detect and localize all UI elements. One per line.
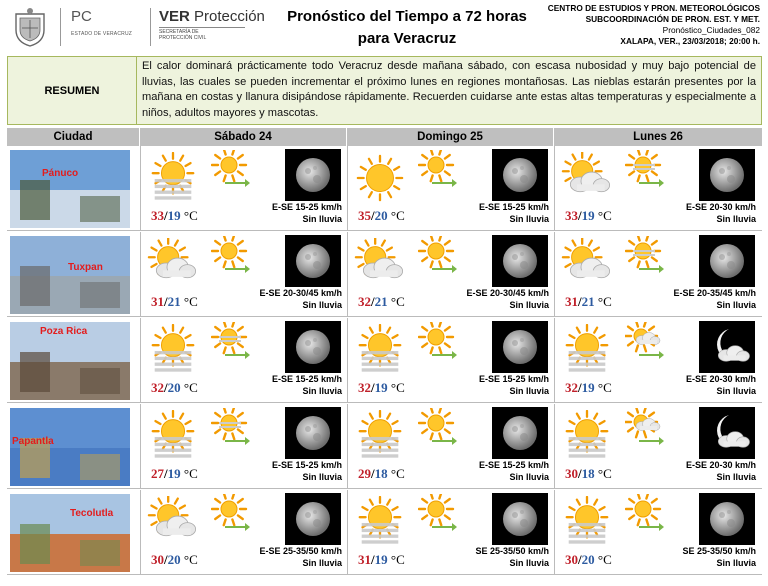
moon-cloud-icon [699,407,755,459]
max-temp: 35 [358,208,371,223]
hazy-sun-arrow-icon [625,236,665,276]
moon-icon [492,493,548,545]
header-day-3: Lunes 26 [554,128,762,146]
min-temp: 19 [581,380,595,395]
wind-info [686,201,756,225]
temperature: 31/21 °C [151,294,198,309]
temperature: 33/19 °C [151,208,198,223]
wind-text: E-SE 15-25 km/h [478,202,549,212]
wind-text: E-SE 15-25 km/h [271,374,342,384]
wind-info [272,201,342,225]
moon-icon [492,235,548,287]
wind-info [272,459,342,483]
max-temp: 30 [151,552,164,567]
title-line2: para Veracruz [357,30,457,47]
sun-arrow-icon [418,322,458,362]
org-info [530,3,760,47]
hazy-sun-icon [354,324,406,376]
max-temp: 31 [358,552,371,567]
rain-text: Sin lluvia [716,558,756,568]
pc-label: PC [71,8,92,25]
temp-unit: °C [390,208,405,223]
wind-text: SE 25-35/50 km/h [475,546,549,556]
max-temp: 31 [565,294,578,309]
hazy-sun-arrow-icon [625,150,665,190]
org-line2: SUBCOORDINACIÓN DE PRON. EST. Y MET. [585,14,760,24]
day-cell [347,318,553,403]
hazy-sun-icon [147,152,199,204]
pc-sub: ESTADO DE VERACRUZ [71,31,133,37]
title-line1: Pronóstico del Tiempo a 72 horas [287,8,527,25]
proteccion-label: Protección [189,8,265,25]
moon-icon [285,149,341,201]
hazy-sun-icon [147,324,199,376]
min-temp: 21 [167,294,181,309]
min-temp: 20 [374,208,388,223]
hazy-sun-arrow-icon [211,322,251,362]
wind-info [686,459,756,483]
city-name: Pánuco [42,168,79,179]
city-photo-image [10,408,130,486]
temp-unit: °C [183,380,198,395]
rain-text: Sin lluvia [509,386,549,396]
day-cell [347,146,553,231]
moon-icon [492,321,548,373]
min-temp: 19 [374,380,388,395]
min-temp: 20 [167,380,181,395]
doc-id: Pronóstico_Ciudades_082 [662,25,760,35]
header-day-2: Domingo 25 [347,128,554,146]
moon-icon [285,493,341,545]
moon-icon [699,235,755,287]
sun-arrow-icon [418,150,458,190]
moon-icon [285,407,341,459]
temp-unit: °C [390,294,405,309]
wind-text: E-SE 20-30/45 km/h [259,288,342,298]
rain-text: Sin lluvia [509,300,549,310]
rain-text: Sin lluvia [716,472,756,482]
header-day-1: Sábado 24 [140,128,347,146]
wind-text: E-SE 25-35/50 km/h [259,546,342,556]
moon-icon [699,493,755,545]
city-photo [10,494,130,572]
max-temp: 32 [565,380,578,395]
temp-unit: °C [183,552,198,567]
moon-icon [492,407,548,459]
day-cell [554,232,760,317]
rain-text: Sin lluvia [509,558,549,568]
temp-unit: °C [390,466,405,481]
wind-info [682,545,756,569]
sun-arrow-icon [418,408,458,448]
rain-text: Sin lluvia [509,472,549,482]
temp-unit: °C [597,208,612,223]
max-temp: 32 [151,380,164,395]
wind-info [673,287,756,311]
day-cell [140,404,346,489]
wind-text: E-SE 15-25 km/h [478,374,549,384]
wind-info [479,459,549,483]
wind-text: E-SE 15-25 km/h [478,460,549,470]
day-cell [554,404,760,489]
hazy-sun-arrow-icon [211,408,251,448]
temp-unit: °C [183,294,198,309]
min-temp: 21 [374,294,388,309]
sun-cloud-icon [147,496,199,548]
max-temp: 32 [358,294,371,309]
city-photo-image [10,150,130,228]
temperature: 30/18 °C [565,466,612,481]
min-temp: 19 [167,208,181,223]
rain-text: Sin lluvia [302,386,342,396]
day-cell [347,404,553,489]
sun-icon [354,152,406,204]
temp-unit: °C [390,380,405,395]
temperature: 27/19 °C [151,466,198,481]
min-temp: 19 [374,552,388,567]
sun-cloud-icon [561,152,613,204]
rain-text: Sin lluvia [509,214,549,224]
temperature: 32/19 °C [358,380,405,395]
max-temp: 27 [151,466,164,481]
temp-unit: °C [597,294,612,309]
city-name: Tecolutla [70,508,114,519]
proteccion-logo [150,8,265,46]
table-row [7,404,762,489]
table-row [7,490,762,575]
sun-cloud-arrow-icon [625,322,665,362]
rain-text: Sin lluvia [716,300,756,310]
city-name: Papantla [12,436,54,447]
sun-cloud-icon [561,238,613,290]
temperature: 33/19 °C [565,208,612,223]
wind-info [466,287,549,311]
city-photo [10,236,130,314]
hazy-sun-icon [354,496,406,548]
sun-cloud-icon [147,238,199,290]
min-temp: 19 [167,466,181,481]
temp-unit: °C [183,466,198,481]
wind-info [259,287,342,311]
min-temp: 18 [581,466,595,481]
min-temp: 18 [374,466,388,481]
max-temp: 31 [151,294,164,309]
max-temp: 33 [565,208,578,223]
rain-text: Sin lluvia [302,300,342,310]
moon-icon [699,149,755,201]
day-cell [347,490,553,575]
day-cell [140,146,346,231]
max-temp: 29 [358,466,371,481]
temperature: 30/20 °C [151,552,198,567]
wind-text: E-SE 20-35/45 km/h [673,288,756,298]
temperature: 32/19 °C [565,380,612,395]
sun-arrow-icon [625,494,665,534]
rain-text: Sin lluvia [302,558,342,568]
city-photo [10,408,130,486]
temp-unit: °C [597,466,612,481]
hazy-sun-icon [561,324,613,376]
max-temp: 30 [565,552,578,567]
sun-cloud-icon [354,238,406,290]
moon-icon [492,149,548,201]
temperature: 29/18 °C [358,466,405,481]
hazy-sun-icon [561,410,613,462]
date-line: XALAPA, VER., 23/03/2018; 20:00 h. [620,36,760,46]
city-photo-image [10,494,130,572]
resumen-text: El calor dominará prácticamente todo Veracruz desde mañana sábado, con escasa nubosidad y muy bajo potencial de lluvias, las cuales se pueden incrementar el próximo lunes en regiones montañosas. Las nieblas estarán presentes por la mañana en costas y llanura disipándose rápidamente. Recuerden cuidarse ante estas altas temperaturas y especialmente a niños, adultos mayores y mascotas. [142,60,756,119]
sun-arrow-icon [211,150,251,190]
min-temp: 19 [581,208,595,223]
wind-info [479,201,549,225]
moon-icon [285,321,341,373]
temperature: 31/19 °C [358,552,405,567]
page-title [272,6,542,50]
wind-text: SE 25-35/50 km/h [682,546,756,556]
resumen-box [7,56,762,125]
temperature: 32/20 °C [151,380,198,395]
day-cell [140,490,346,575]
max-temp: 32 [358,380,371,395]
city-name: Tuxpan [68,262,103,273]
temperature: 30/20 °C [565,552,612,567]
rain-text: Sin lluvia [716,214,756,224]
header-ciudad: Ciudad [7,128,140,146]
min-temp: 21 [581,294,595,309]
rain-text: Sin lluvia [302,472,342,482]
proteccion-sub1: SECRETARÍA DE [159,29,199,35]
hazy-sun-icon [147,410,199,462]
sun-arrow-icon [211,236,251,276]
org-line1: CENTRO DE ESTUDIOS Y PRON. METEOROLÓGICOS [547,3,760,13]
hazy-sun-icon [561,496,613,548]
pc-logo [60,8,132,46]
wind-text: E-SE 15-25 km/h [271,460,342,470]
wind-info [475,545,549,569]
sun-cloud-arrow-icon [625,408,665,448]
table-row [7,318,762,403]
wind-info [272,373,342,397]
wind-text: E-SE 20-30 km/h [685,374,756,384]
rain-text: Sin lluvia [716,386,756,396]
wind-text: E-SE 20-30/45 km/h [466,288,549,298]
wind-text: E-SE 20-30 km/h [685,460,756,470]
min-temp: 20 [581,552,595,567]
min-temp: 20 [167,552,181,567]
wind-info [479,373,549,397]
max-temp: 30 [565,466,578,481]
wind-info [686,373,756,397]
wind-text: E-SE 20-30 km/h [685,202,756,212]
temperature: 32/21 °C [358,294,405,309]
day-cell [140,232,346,317]
temp-unit: °C [597,380,612,395]
city-photo [10,322,130,400]
day-cell [554,490,760,575]
city-photo [10,150,130,228]
max-temp: 33 [151,208,164,223]
sun-arrow-icon [418,494,458,534]
city-photo-image [10,236,130,314]
proteccion-sub2: PROTECCIÓN CIVIL [159,35,207,41]
day-cell [347,232,553,317]
ver-label: VER [159,8,190,25]
moon-cloud-icon [699,321,755,373]
sun-arrow-icon [418,236,458,276]
hazy-sun-icon [354,410,406,462]
temperature: 35/20 °C [358,208,405,223]
wind-info [259,545,342,569]
table-row [7,232,762,317]
resumen-label: RESUMEN [8,57,137,124]
day-cell [554,146,760,231]
day-cell [554,318,760,403]
state-seal-icon [10,6,50,48]
temp-unit: °C [597,552,612,567]
page-header [0,0,768,54]
table-row [7,146,762,231]
city-name: Poza Rica [40,326,88,337]
temperature: 31/21 °C [565,294,612,309]
sun-arrow-icon [211,494,251,534]
temp-unit: °C [183,208,198,223]
day-cell [140,318,346,403]
moon-icon [285,235,341,287]
wind-text: E-SE 15-25 km/h [271,202,342,212]
temp-unit: °C [390,552,405,567]
rain-text: Sin lluvia [302,214,342,224]
